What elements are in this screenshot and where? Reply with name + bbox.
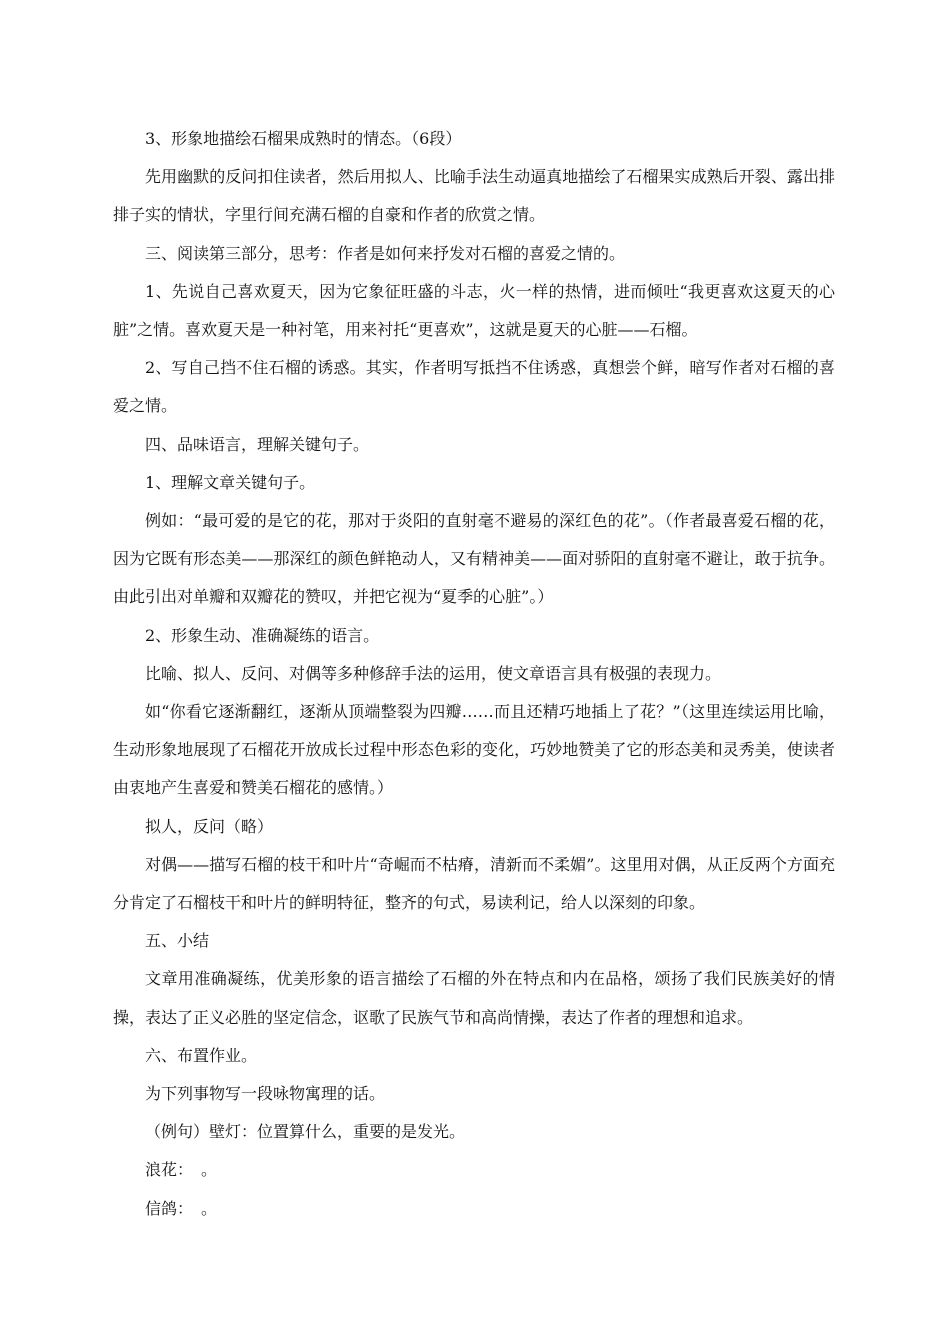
paragraph-pigeon-blank: 信鸽： 。 xyxy=(145,1198,218,1218)
section-four-heading: 四、品味语言，理解关键句子。 xyxy=(145,434,370,454)
paragraph-rhetoric-overview: 比喻、拟人、反问、对偶等多种修辞手法的运用，使文章语言具有极强的表现力。 xyxy=(145,663,722,683)
paragraph-fruit-ripening-heading: 3、形象地描绘石榴果成熟时的情态。（6段） xyxy=(145,129,462,148)
subheading-key-sentences: 1、理解文章关键句子。 xyxy=(145,472,316,492)
section-three-heading: 三、阅读第三部分，思考：作者是如何来抒发对石榴的喜爱之情的。 xyxy=(145,243,626,263)
paragraph-fruit-ripening-analysis: 先用幽默的反问扣住读者，然后用拟人、比喻手法生动逼真地描绘了石榴果实成熟后开裂、露出排排子实的情状，字里行间充满石榴的自豪和作者的欣赏之情。 xyxy=(113,167,835,225)
paragraph-example-sentence: （例句）壁灯：位置算什么，重要的是发光。 xyxy=(145,1122,466,1142)
paragraph-personification-note: 拟人，反问（略） xyxy=(145,816,274,836)
subheading-vivid-language: 2、形象生动、准确凝练的语言。 xyxy=(145,625,380,645)
section-five-heading: 五、小结 xyxy=(145,931,210,951)
section-six-heading: 六、布置作业。 xyxy=(145,1045,258,1065)
paragraph-metaphor-example: 如“你看它逐渐翻红，逐渐从顶端整裂为四瓣……而且还精巧地插上了花？”（这里连续运用比喻，生动形象地展现了石榴花开放成长过程中形态色彩的变化，巧妙地赞美了它的形态美和灵秀美，使读者由衷地产生喜爱和赞美石榴花的感情。） xyxy=(113,702,835,798)
paragraph-summer-heart: 1、先说自己喜欢夏天，因为它象征旺盛的斗志，火一样的热情，进而倾吐“我更喜欢这夏天的心脏”之情。喜欢夏天是一种衬笔，用来衬托“更喜欢”，这就是夏天的心脏——石榴。 xyxy=(113,281,835,340)
paragraph-key-sentence-example: 例如：“最可爱的是它的花，那对于炎阳的直射毫不避易的深红色的花”。（作者最喜爱石榴的花，因为它既有形态美——那深红的颜色鲜艳动人，又有精神美——面对骄阳的直射毫不避让，敢于抗争。由此引出对单瓣和双瓣花的赞叹，并把它视为“夏季的心脏”。） xyxy=(113,511,835,607)
document-body xyxy=(113,120,835,1228)
paragraph-wave-blank: 浪花： 。 xyxy=(145,1160,218,1180)
paragraph-summary: 文章用准确凝练，优美形象的语言描绘了石榴的外在特点和内在品格，颂扬了我们民族美好的情操，表达了正义必胜的坚定信念，讴歌了民族气节和高尚情操，表达了作者的理想和追求。 xyxy=(113,969,835,1027)
paragraph-antithesis-example: 对偶——描写石榴的枝干和叶片“奇崛而不枯瘠，清新而不柔媚”。这里用对偶，从正反两个方面充分肯定了石榴枝干和叶片的鲜明特征，整齐的句式，易读利记，给人以深刻的印象。 xyxy=(113,854,835,913)
paragraph-temptation: 2、写自己挡不住石榴的诱惑。其实，作者明写抵挡不住诱惑，真想尝个鲜，暗写作者对石榴的喜爱之情。 xyxy=(113,358,835,416)
paragraph-homework-instruction: 为下列事物写一段咏物寓理的话。 xyxy=(145,1084,386,1104)
